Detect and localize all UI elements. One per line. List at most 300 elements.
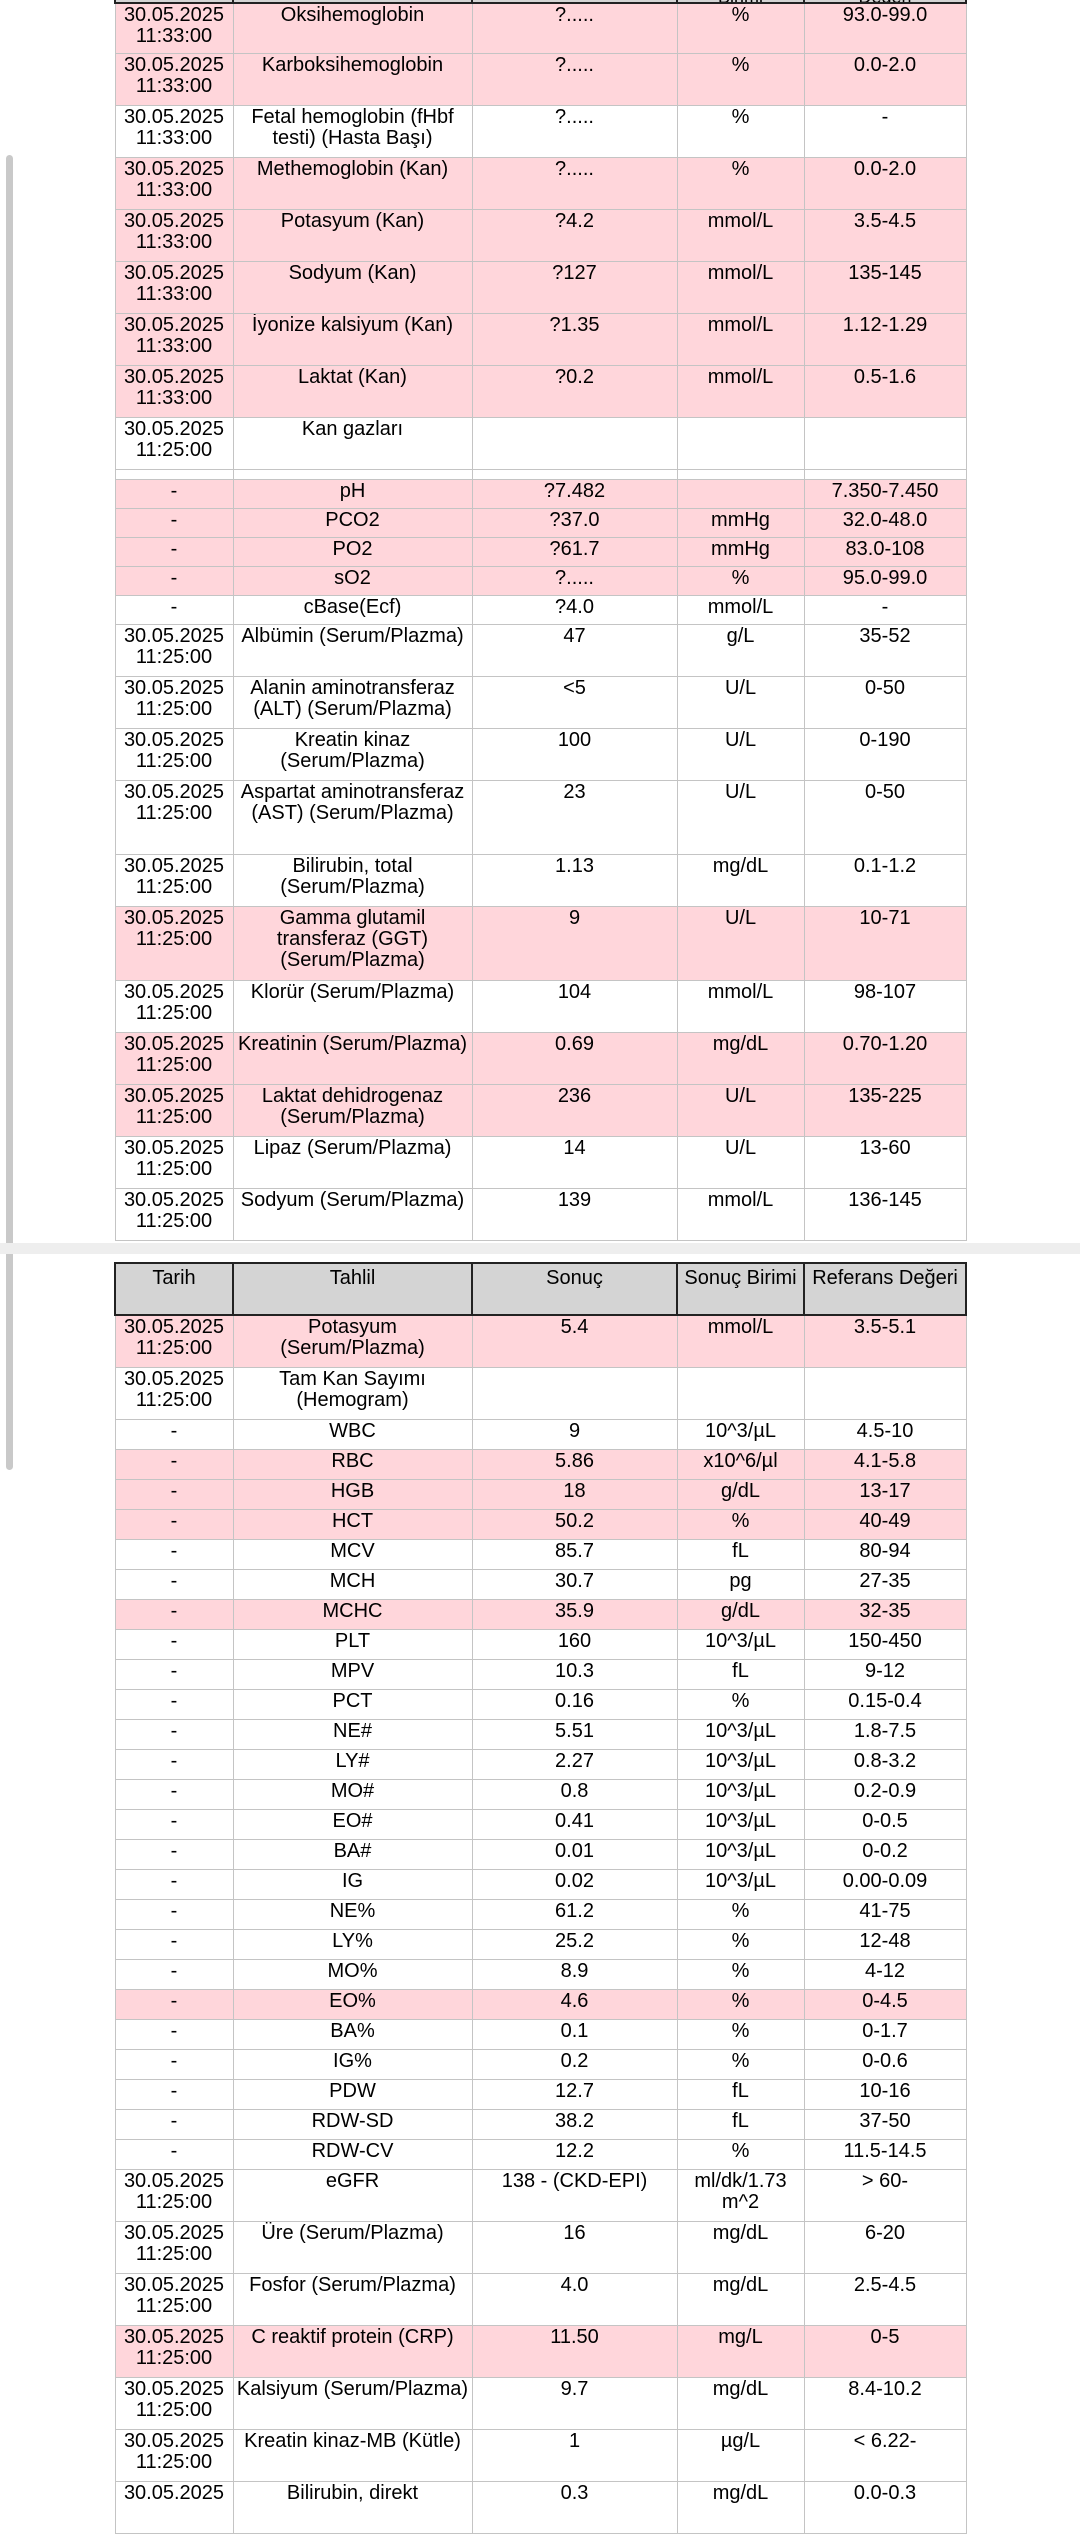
date-cell: -: [115, 2020, 233, 2050]
result-cell: ?7.482: [472, 480, 677, 509]
test-cell: Alanin aminotransferaz (ALT) (Serum/Plazma): [233, 677, 472, 729]
date-cell: 30.05.2025 11:25:00: [115, 855, 233, 907]
table-row: [115, 596, 966, 625]
ref-cell: 13-60: [804, 1137, 966, 1189]
ref-cell: -: [804, 596, 966, 625]
ref-cell: 83.0-108: [804, 538, 966, 567]
result-cell: 1: [472, 2430, 677, 2482]
test-cell: LY#: [233, 1750, 472, 1780]
date-cell: -: [115, 596, 233, 625]
unit-cell: %: [677, 3, 804, 54]
ref-cell: 0-0.5: [804, 1810, 966, 1840]
result-cell: 138 - (CKD-EPI): [472, 2170, 677, 2222]
test-cell: Sodyum (Serum/Plazma): [233, 1189, 472, 1241]
ref-cell: 37-50: [804, 2110, 966, 2140]
test-cell: PDW: [233, 2080, 472, 2110]
table-row: [115, 2020, 966, 2050]
ref-cell: [804, 418, 966, 470]
date-cell: 30.05.2025: [115, 2482, 233, 2534]
date-cell: -: [115, 1930, 233, 1960]
table-row: [115, 54, 966, 106]
test-cell: Albümin (Serum/Plazma): [233, 625, 472, 677]
date-cell: 30.05.2025 11:25:00: [115, 781, 233, 855]
date-cell: -: [115, 480, 233, 509]
result-cell: ?.....: [472, 106, 677, 158]
date-cell: -: [115, 1690, 233, 1720]
table-row: [115, 1690, 966, 1720]
results-table-2-container: [114, 1262, 965, 2534]
unit-cell: U/L: [677, 729, 804, 781]
test-cell: MCV: [233, 1540, 472, 1570]
table-row: [115, 1630, 966, 1660]
test-cell: Bilirubin, total (Serum/Plazma): [233, 855, 472, 907]
result-cell: 1.13: [472, 855, 677, 907]
results-table-1: [114, 0, 967, 1241]
unit-cell: %: [677, 1900, 804, 1930]
unit-cell: mg/dL: [677, 2222, 804, 2274]
date-cell: 30.05.2025 11:25:00: [115, 1189, 233, 1241]
ref-cell: 35-52: [804, 625, 966, 677]
unit-cell: U/L: [677, 1137, 804, 1189]
test-cell: LY%: [233, 1930, 472, 1960]
unit-cell: mmol/L: [677, 314, 804, 366]
unit-cell: fL: [677, 2080, 804, 2110]
result-cell: 139: [472, 1189, 677, 1241]
result-cell: 5.51: [472, 1720, 677, 1750]
date-cell: -: [115, 1540, 233, 1570]
unit-cell: mg/L: [677, 2326, 804, 2378]
ref-cell: 0.0-2.0: [804, 54, 966, 106]
ref-cell: 0.2-0.9: [804, 1780, 966, 1810]
result-cell: 9: [472, 907, 677, 981]
date-cell: 30.05.2025 11:25:00: [115, 2326, 233, 2378]
unit-cell: fL: [677, 1660, 804, 1690]
result-cell: [472, 1368, 677, 1420]
result-cell: ?127: [472, 262, 677, 314]
date-cell: 30.05.2025 11:25:00: [115, 907, 233, 981]
date-cell: 30.05.2025 11:33:00: [115, 158, 233, 210]
table-row: [115, 158, 966, 210]
ref-cell: 32.0-48.0: [804, 509, 966, 538]
table-row: [115, 1540, 966, 1570]
ref-cell: 0-190: [804, 729, 966, 781]
date-cell: -: [115, 2050, 233, 2080]
table-row: [115, 1420, 966, 1450]
unit-cell: %: [677, 106, 804, 158]
result-cell: 0.8: [472, 1780, 677, 1810]
date-cell: -: [115, 2140, 233, 2170]
table-row: [115, 480, 966, 509]
date-cell: 30.05.2025 11:25:00: [115, 2222, 233, 2274]
result-cell: 11.50: [472, 2326, 677, 2378]
test-cell: Bilirubin, direkt: [233, 2482, 472, 2534]
date-cell: 30.05.2025 11:25:00: [115, 625, 233, 677]
test-cell: EO%: [233, 1990, 472, 2020]
result-cell: ?4.2: [472, 210, 677, 262]
date-cell: -: [115, 1840, 233, 1870]
ref-cell: 93.0-99.0: [804, 3, 966, 54]
unit-cell: mg/dL: [677, 1033, 804, 1085]
date-cell: 30.05.2025 11:25:00: [115, 2170, 233, 2222]
table-row: [115, 538, 966, 567]
date-cell: 30.05.2025 11:33:00: [115, 3, 233, 54]
test-cell: Potasyum (Kan): [233, 210, 472, 262]
ref-cell: 0.0-0.3: [804, 2482, 966, 2534]
ref-cell: 0-1.7: [804, 2020, 966, 2050]
test-cell: RDW-SD: [233, 2110, 472, 2140]
date-cell: 30.05.2025 11:25:00: [115, 2274, 233, 2326]
table-row: [115, 781, 966, 855]
date-cell: -: [115, 1510, 233, 1540]
result-cell: 16: [472, 2222, 677, 2274]
header-unit: Sonuç Birimi: [677, 1263, 804, 1315]
unit-cell: 10^3/µL: [677, 1750, 804, 1780]
ref-cell: 0-0.6: [804, 2050, 966, 2080]
ref-cell: 1.12-1.29: [804, 314, 966, 366]
result-cell: ?37.0: [472, 509, 677, 538]
test-cell: BA#: [233, 1840, 472, 1870]
test-cell: C reaktif protein (CRP): [233, 2326, 472, 2378]
result-cell: 0.1: [472, 2020, 677, 2050]
date-cell: [115, 470, 233, 480]
ref-cell: 27-35: [804, 1570, 966, 1600]
table-row: [115, 1660, 966, 1690]
unit-cell: %: [677, 1510, 804, 1540]
date-cell: -: [115, 1990, 233, 2020]
unit-cell: mmol/L: [677, 262, 804, 314]
header-test: Tahlil: [233, 1263, 472, 1315]
unit-cell: g/L: [677, 625, 804, 677]
table-2-header-row: [115, 1263, 966, 1315]
result-cell: 23: [472, 781, 677, 855]
test-cell: PLT: [233, 1630, 472, 1660]
test-cell: MO%: [233, 1960, 472, 1990]
table-row: [115, 1750, 966, 1780]
ref-cell: 12-48: [804, 1930, 966, 1960]
unit-cell: fL: [677, 1540, 804, 1570]
test-cell: Kreatin kinaz-MB (Kütle): [233, 2430, 472, 2482]
ref-cell: 8.4-10.2: [804, 2378, 966, 2430]
unit-cell: mmHg: [677, 538, 804, 567]
unit-cell: mg/dL: [677, 855, 804, 907]
test-cell: Karboksihemoglobin: [233, 54, 472, 106]
date-cell: 30.05.2025 11:25:00: [115, 418, 233, 470]
ref-cell: 6-20: [804, 2222, 966, 2274]
unit-cell: %: [677, 2020, 804, 2050]
table-row: [115, 366, 966, 418]
table-row: [115, 2050, 966, 2080]
table-row: [115, 2222, 966, 2274]
result-cell: 35.9: [472, 1600, 677, 1630]
date-cell: 30.05.2025 11:25:00: [115, 1033, 233, 1085]
unit-cell: %: [677, 567, 804, 596]
result-cell: 0.02: [472, 1870, 677, 1900]
unit-cell: mmHg: [677, 509, 804, 538]
date-cell: -: [115, 538, 233, 567]
table-row: [115, 855, 966, 907]
date-cell: -: [115, 1480, 233, 1510]
test-cell: pH: [233, 480, 472, 509]
ref-cell: 0-0.2: [804, 1840, 966, 1870]
ref-cell: 0.15-0.4: [804, 1690, 966, 1720]
result-cell: 10.3: [472, 1660, 677, 1690]
date-cell: -: [115, 1810, 233, 1840]
table-row: [115, 2326, 966, 2378]
test-cell: eGFR: [233, 2170, 472, 2222]
unit-cell: mmol/L: [677, 366, 804, 418]
unit-cell: mmol/L: [677, 596, 804, 625]
table-row: [115, 1810, 966, 1840]
date-cell: 30.05.2025 11:25:00: [115, 1315, 233, 1368]
result-cell: 160: [472, 1630, 677, 1660]
table-row: [115, 2430, 966, 2482]
date-cell: -: [115, 1720, 233, 1750]
test-cell: IG: [233, 1870, 472, 1900]
ref-cell: 0.70-1.20: [804, 1033, 966, 1085]
table-row: [115, 2482, 966, 2534]
test-cell: BA%: [233, 2020, 472, 2050]
table-row: [115, 1450, 966, 1480]
result-cell: 104: [472, 981, 677, 1033]
table-row: [115, 1930, 966, 1960]
result-cell: ?61.7: [472, 538, 677, 567]
unit-cell: g/dL: [677, 1480, 804, 1510]
date-cell: -: [115, 567, 233, 596]
ref-cell: 0-5: [804, 2326, 966, 2378]
unit-cell: fL: [677, 2110, 804, 2140]
date-cell: 30.05.2025 11:33:00: [115, 314, 233, 366]
table-row: [115, 625, 966, 677]
result-cell: ?.....: [472, 567, 677, 596]
test-cell: MO#: [233, 1780, 472, 1810]
table-row: [115, 1137, 966, 1189]
ref-cell: 32-35: [804, 1600, 966, 1630]
date-cell: -: [115, 2080, 233, 2110]
test-cell: NE#: [233, 1720, 472, 1750]
unit-cell: [677, 1368, 804, 1420]
header-result: Sonuç: [472, 1263, 677, 1315]
test-cell: NE%: [233, 1900, 472, 1930]
result-cell: 4.0: [472, 2274, 677, 2326]
test-cell: Oksihemoglobin: [233, 3, 472, 54]
table-row: [115, 1900, 966, 1930]
date-cell: -: [115, 1870, 233, 1900]
result-cell: <5: [472, 677, 677, 729]
unit-cell: [677, 480, 804, 509]
table-row: [115, 1368, 966, 1420]
ref-cell: [804, 470, 966, 480]
ref-cell: 7.350-7.450: [804, 480, 966, 509]
ref-cell: 4.1-5.8: [804, 1450, 966, 1480]
date-cell: -: [115, 1960, 233, 1990]
unit-cell: mmol/L: [677, 1189, 804, 1241]
table-row: [115, 3, 966, 54]
unit-cell: g/dL: [677, 1600, 804, 1630]
table-row: [115, 1510, 966, 1540]
ref-cell: 136-145: [804, 1189, 966, 1241]
result-cell: 12.7: [472, 2080, 677, 2110]
table-row: [115, 2378, 966, 2430]
results-table-2: [114, 1262, 967, 2534]
table-row: [115, 567, 966, 596]
table-row: [115, 1085, 966, 1137]
result-cell: 61.2: [472, 1900, 677, 1930]
table-row: [115, 106, 966, 158]
ref-cell: 0-4.5: [804, 1990, 966, 2020]
result-cell: ?.....: [472, 54, 677, 106]
result-cell: 236: [472, 1085, 677, 1137]
date-cell: -: [115, 1660, 233, 1690]
result-cell: 0.16: [472, 1690, 677, 1720]
test-cell: HCT: [233, 1510, 472, 1540]
unit-cell: %: [677, 2050, 804, 2080]
result-cell: [472, 418, 677, 470]
date-cell: -: [115, 1750, 233, 1780]
test-cell: Gamma glutamil transferaz (GGT) (Serum/Plazma): [233, 907, 472, 981]
ref-cell: 0.8-3.2: [804, 1750, 966, 1780]
test-cell: HGB: [233, 1480, 472, 1510]
result-cell: [472, 470, 677, 480]
result-cell: 0.69: [472, 1033, 677, 1085]
result-cell: 47: [472, 625, 677, 677]
unit-cell: 10^3/µL: [677, 1840, 804, 1870]
date-cell: 30.05.2025 11:25:00: [115, 981, 233, 1033]
date-cell: 30.05.2025 11:25:00: [115, 1137, 233, 1189]
unit-cell: 10^3/µL: [677, 1810, 804, 1840]
date-cell: 30.05.2025 11:25:00: [115, 1085, 233, 1137]
unit-cell: %: [677, 54, 804, 106]
result-cell: 9: [472, 1420, 677, 1450]
result-cell: ?0.2: [472, 366, 677, 418]
result-cell: 5.4: [472, 1315, 677, 1368]
table-row: [115, 1033, 966, 1085]
test-cell: [233, 470, 472, 480]
table-row: [115, 1870, 966, 1900]
test-cell: Kalsiyum (Serum/Plazma): [233, 2378, 472, 2430]
ref-cell: 98-107: [804, 981, 966, 1033]
unit-cell: %: [677, 1690, 804, 1720]
ref-cell: [804, 1368, 966, 1420]
date-cell: 30.05.2025 11:33:00: [115, 106, 233, 158]
date-cell: 30.05.2025 11:33:00: [115, 262, 233, 314]
table-row: [115, 418, 966, 470]
result-cell: 12.2: [472, 2140, 677, 2170]
ref-cell: > 60-: [804, 2170, 966, 2222]
spacer-row: [115, 470, 966, 480]
ref-cell: 2.5-4.5: [804, 2274, 966, 2326]
test-cell: WBC: [233, 1420, 472, 1450]
table-row: [115, 1600, 966, 1630]
date-cell: 30.05.2025 11:25:00: [115, 1368, 233, 1420]
table-row: [115, 2110, 966, 2140]
unit-cell: 10^3/µL: [677, 1870, 804, 1900]
result-cell: ?.....: [472, 158, 677, 210]
table-row: [115, 1189, 966, 1241]
result-cell: 85.7: [472, 1540, 677, 1570]
ref-cell: 4-12: [804, 1960, 966, 1990]
unit-cell: 10^3/µL: [677, 1780, 804, 1810]
date-cell: -: [115, 1600, 233, 1630]
unit-cell: µg/L: [677, 2430, 804, 2482]
result-cell: 0.3: [472, 2482, 677, 2534]
unit-cell: %: [677, 1960, 804, 1990]
date-cell: -: [115, 1900, 233, 1930]
ref-cell: 10-16: [804, 2080, 966, 2110]
scrollbar[interactable]: [6, 155, 13, 1470]
test-cell: Kreatinin (Serum/Plazma): [233, 1033, 472, 1085]
ref-cell: 80-94: [804, 1540, 966, 1570]
page-divider: [0, 1243, 1080, 1254]
unit-cell: mg/dL: [677, 2274, 804, 2326]
date-cell: 30.05.2025 11:25:00: [115, 729, 233, 781]
date-cell: 30.05.2025 11:25:00: [115, 2430, 233, 2482]
result-cell: ?.....: [472, 3, 677, 54]
ref-cell: 0-50: [804, 781, 966, 855]
test-cell: sO2: [233, 567, 472, 596]
unit-cell: U/L: [677, 907, 804, 981]
result-cell: 2.27: [472, 1750, 677, 1780]
test-cell: Aspartat aminotransferaz (AST) (Serum/Plazma): [233, 781, 472, 855]
ref-cell: 0.0-2.0: [804, 158, 966, 210]
table-row: [115, 2080, 966, 2110]
date-cell: -: [115, 1570, 233, 1600]
unit-cell: mg/dL: [677, 2378, 804, 2430]
table-row: [115, 2170, 966, 2222]
table-row: [115, 2140, 966, 2170]
test-cell: cBase(Ecf): [233, 596, 472, 625]
test-cell: MPV: [233, 1660, 472, 1690]
unit-cell: %: [677, 2140, 804, 2170]
ref-cell: 3.5-5.1: [804, 1315, 966, 1368]
unit-cell: mmol/L: [677, 981, 804, 1033]
table-row: [115, 2274, 966, 2326]
ref-cell: 13-17: [804, 1480, 966, 1510]
ref-cell: 0-50: [804, 677, 966, 729]
unit-cell: mg/dL: [677, 2482, 804, 2534]
date-cell: 30.05.2025 11:25:00: [115, 2378, 233, 2430]
table-row: [115, 1570, 966, 1600]
table-row: [115, 1960, 966, 1990]
result-cell: 5.86: [472, 1450, 677, 1480]
test-cell: Klorür (Serum/Plazma): [233, 981, 472, 1033]
unit-cell: %: [677, 158, 804, 210]
test-cell: Fetal hemoglobin (fHbf testi) (Hasta Başı): [233, 106, 472, 158]
result-cell: 8.9: [472, 1960, 677, 1990]
test-cell: Laktat (Kan): [233, 366, 472, 418]
test-cell: Laktat dehidrogenaz (Serum/Plazma): [233, 1085, 472, 1137]
table-row: [115, 1990, 966, 2020]
unit-cell: mmol/L: [677, 1315, 804, 1368]
test-cell: PCO2: [233, 509, 472, 538]
test-cell: RDW-CV: [233, 2140, 472, 2170]
test-cell: IG%: [233, 2050, 472, 2080]
ref-cell: 41-75: [804, 1900, 966, 1930]
ref-cell: < 6.22-: [804, 2430, 966, 2482]
date-cell: -: [115, 1420, 233, 1450]
table-row: [115, 262, 966, 314]
header-ref: Referans Değeri: [804, 1263, 966, 1315]
result-cell: ?1.35: [472, 314, 677, 366]
result-cell: 25.2: [472, 1930, 677, 1960]
table-row: [115, 1780, 966, 1810]
test-cell: Methemoglobin (Kan): [233, 158, 472, 210]
test-cell: Fosfor (Serum/Plazma): [233, 2274, 472, 2326]
date-cell: -: [115, 1450, 233, 1480]
unit-cell: ml/dk/1.73 m^2: [677, 2170, 804, 2222]
ref-cell: 11.5-14.5: [804, 2140, 966, 2170]
table-row: [115, 677, 966, 729]
test-cell: RBC: [233, 1450, 472, 1480]
